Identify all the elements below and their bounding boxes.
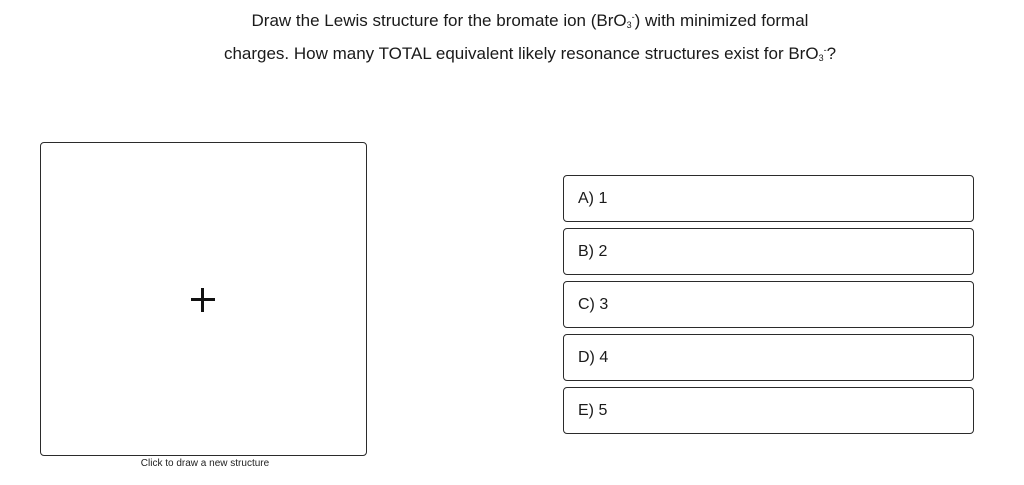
option-a[interactable] xyxy=(563,175,974,222)
plus-icon[interactable] xyxy=(191,288,215,312)
question-line-1: Draw the Lewis structure for the bromate ion (BrO$_3$-) with minimized formal xyxy=(251,11,809,30)
option-label: A) 1 xyxy=(578,189,608,207)
option-label: D) 4 xyxy=(578,348,609,366)
structure-drawing-area[interactable] xyxy=(40,142,367,456)
answer-options xyxy=(563,175,974,440)
option-b[interactable] xyxy=(563,228,974,275)
question-line-2: charges. How many TOTAL equivalent likely resonance structures exist for BrO$_3$-? xyxy=(223,44,837,63)
option-c[interactable] xyxy=(563,281,974,328)
option-label: B) 2 xyxy=(578,242,608,260)
option-label: E) 5 xyxy=(578,401,608,419)
canvas-caption: Click to draw a new structure xyxy=(140,458,270,469)
option-label: C) 3 xyxy=(578,295,609,313)
question-text xyxy=(150,5,910,71)
option-d[interactable] xyxy=(563,334,974,381)
option-e[interactable] xyxy=(563,387,974,434)
